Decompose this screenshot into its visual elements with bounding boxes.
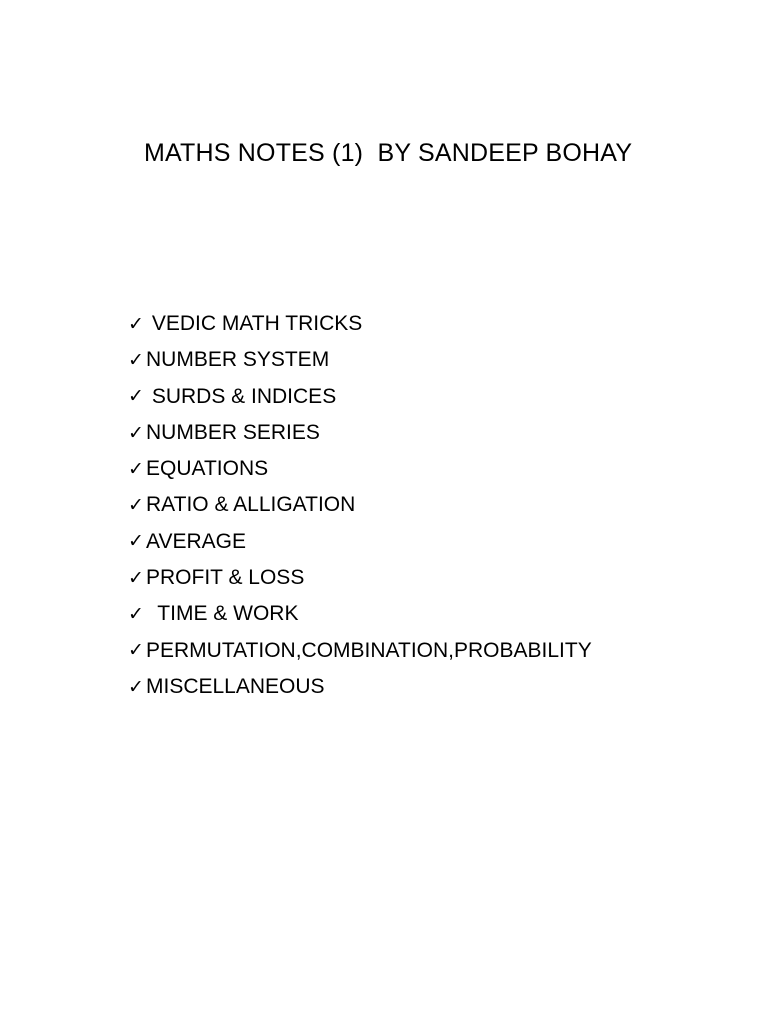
list-item [128, 415, 592, 451]
topic-label: SURDS & INDICES [146, 384, 337, 408]
list-item [128, 487, 592, 523]
checkmark-icon: ✓ [128, 567, 144, 589]
list-item [128, 596, 592, 632]
list-item [128, 560, 592, 596]
topic-label: TIME & WORK [146, 602, 299, 626]
topic-label: RATIO & ALLIGATION [146, 493, 356, 517]
list-item [128, 633, 592, 669]
topic-label: NUMBER SYSTEM [146, 348, 330, 372]
checkmark-icon: ✓ [128, 676, 144, 698]
checkmark-icon: ✓ [128, 640, 144, 662]
topic-label: PROFIT & LOSS [146, 566, 305, 590]
checkmark-icon: ✓ [128, 531, 144, 553]
topic-list [128, 306, 592, 705]
checkmark-icon: ✓ [128, 313, 144, 335]
list-item [128, 379, 592, 415]
checkmark-icon: ✓ [128, 458, 144, 480]
page-title: MATHS NOTES (1) BY SANDEEP BOHAY [144, 139, 633, 167]
topic-label: PERMUTATION,COMBINATION,PROBABILITY [146, 638, 592, 662]
list-item [128, 342, 592, 378]
checkmark-icon: ✓ [128, 604, 144, 626]
checkmark-icon: ✓ [128, 386, 144, 408]
list-item [128, 306, 592, 342]
topic-label: AVERAGE [146, 529, 246, 553]
topic-label: VEDIC MATH TRICKS [146, 312, 363, 335]
topic-label: EQUATIONS [146, 457, 269, 481]
topic-label: NUMBER SERIES [146, 420, 320, 444]
checkmark-icon: ✓ [128, 422, 144, 444]
list-item [128, 524, 592, 560]
list-item [128, 669, 592, 705]
topic-label: MISCELLANEOUS [146, 674, 325, 698]
checkmark-icon: ✓ [128, 349, 144, 371]
checkmark-icon: ✓ [128, 495, 144, 517]
list-item [128, 451, 592, 487]
